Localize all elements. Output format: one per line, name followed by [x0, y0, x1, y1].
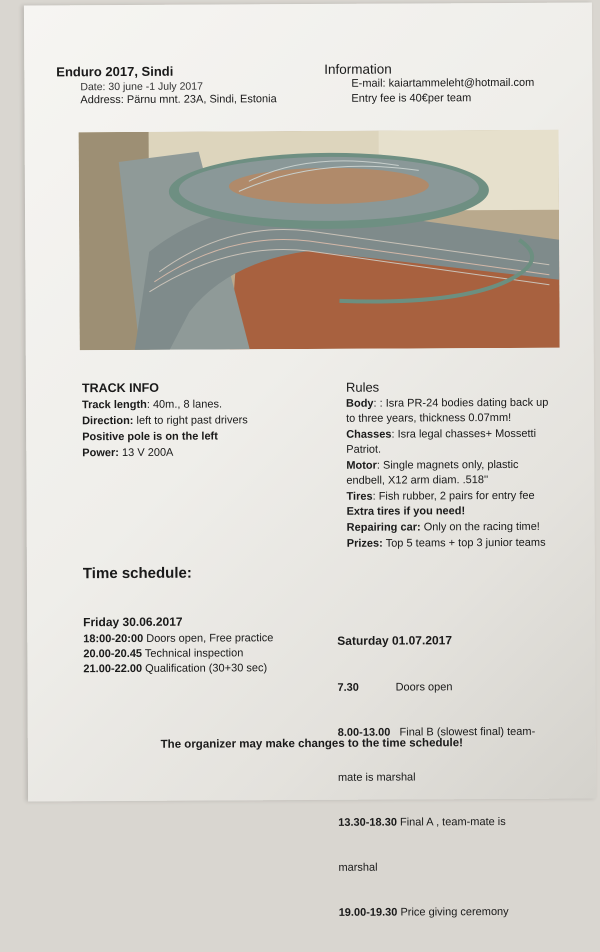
saturday-item-time: 8.00-13.00 [337, 726, 391, 739]
saturday-schedule [337, 603, 584, 951]
friday-item-time: 20.00-20.45 [83, 647, 143, 661]
track-info-heading: TRACK INFO [81, 380, 160, 396]
friday-item-text: Qualification (30+30 sec) [142, 662, 268, 675]
saturday-item-text: Doors open [358, 681, 453, 694]
tires-label: Tires [346, 490, 373, 503]
extra-tires-note: Extra tires if you need! [346, 505, 466, 518]
motor-label: Motor [346, 459, 377, 472]
repair-label: Repairing car: [346, 521, 421, 534]
saturday-item-time: 13.30-18.30 [338, 816, 397, 829]
power-line [82, 446, 173, 461]
body-line-1: : : Isra PR-24 bodies dating back up [373, 396, 549, 410]
friday-item [83, 661, 323, 677]
saturday-item-time: 19.00-19.30 [338, 906, 398, 919]
entry-fee: Entry fee is 40€per team [351, 92, 472, 105]
track-length-line [82, 397, 222, 413]
motor-line-1: : Single magnets only, plastic [376, 458, 519, 472]
friday-item-text: Technical inspection [142, 647, 244, 660]
schedule-heading: Time schedule: [82, 564, 192, 583]
prizes-value: Top 5 teams + top 3 junior teams [382, 536, 546, 550]
tires-value: : Fish rubber, 2 pairs for entry fee [372, 489, 535, 503]
information-heading: Information [324, 61, 392, 77]
friday-item [83, 631, 323, 647]
event-address: Address: Pärnu mnt. 23A, Sindi, Estonia [80, 93, 277, 107]
saturday-item-continuation: mate is marshal [337, 771, 416, 784]
chasses-line-2: Patriot. [346, 443, 382, 456]
body-line-2: to three years, thickness 0.07mm! [346, 411, 512, 425]
power-label: Power: [82, 447, 119, 460]
chasses-label: Chasses [346, 428, 392, 441]
saturday-item-text: Final B (slowest final) team- [390, 725, 536, 739]
prizes-label: Prizes: [346, 537, 383, 550]
footer-note: The organizer may make changes to the time schedule! [160, 737, 463, 751]
saturday-heading: Saturday 01.07.2017 [337, 633, 453, 648]
friday-item [83, 646, 323, 662]
saturday-item [339, 905, 584, 921]
power-value: 13 V 200A [118, 446, 174, 460]
friday-item-text: Doors open, Free practice [143, 632, 274, 645]
motor-line-2: endbell, X12 arm diam. .518'' [346, 474, 489, 487]
direction-line [82, 413, 248, 429]
track-length-value: : 40m., 8 lanes. [146, 398, 223, 411]
chasses-line-1: : Isra legal chasses+ Mossetti [391, 427, 537, 441]
saturday-item [337, 680, 582, 696]
saturday-item-continuation: marshal [338, 861, 378, 874]
track-length-label: Track length [81, 398, 147, 412]
friday-item-time: 21.00-22.00 [83, 662, 143, 676]
friday-heading: Friday 30.06.2017 [83, 614, 183, 630]
track-photo [79, 130, 560, 351]
rules-heading: Rules [345, 379, 380, 395]
friday-schedule [83, 614, 323, 677]
direction-label: Direction: [82, 414, 134, 428]
friday-item-time: 18:00-20:00 [83, 632, 144, 646]
saturday-item [338, 815, 583, 831]
flyer-page [24, 3, 596, 919]
saturday-item-time: 7.30 [337, 681, 359, 694]
rules-body [346, 396, 587, 552]
direction-value: left to right past drivers [133, 414, 248, 427]
repair-value: Only on the racing time! [420, 520, 540, 534]
event-date: Date: 30 june -1 July 2017 [80, 80, 203, 94]
body-label: Body [345, 397, 374, 410]
contact-email: E-mail: kaiartammeleht@hotmail.com [351, 76, 535, 90]
saturday-item-text: Final A , team-mate is [396, 815, 506, 829]
saturday-item-text: Price giving ceremony [397, 905, 509, 919]
event-title: Enduro 2017, Sindi [56, 63, 174, 80]
pole-note: Positive pole is on the left [82, 430, 218, 444]
